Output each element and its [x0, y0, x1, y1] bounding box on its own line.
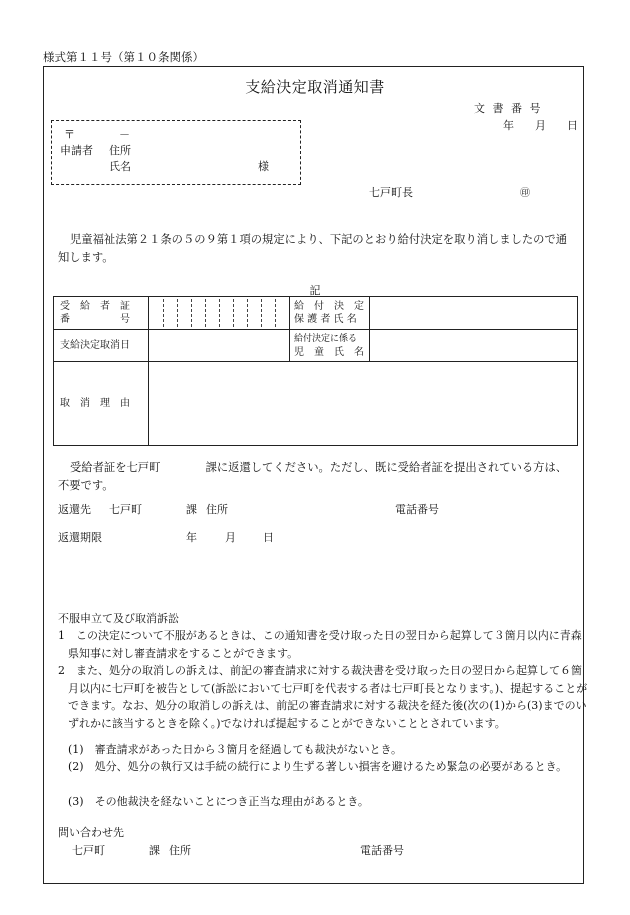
cert-number-label-line1: 受 給 者 証 — [60, 301, 130, 312]
ki-label: 記 — [309, 284, 321, 297]
return-to-section: 課 — [186, 503, 197, 516]
issue-date-day: 日 — [567, 119, 578, 132]
appeal-item-2: 2 また、処分の取消しの訴えは、前記の審査請求に対する裁決書を受け取った日の翌日から起算して６箇月以内に七戸町を被告として(訴訟において七戸町を代表する者は七戸町長となります。)、提起することができます。なお、処分の取消しの訴えは、前記の審査請求に対する裁決を経た後(次の(1)から(3)までのいずれかに該当するときを除く。)でなければ提起することができないこととされています。 — [58, 664, 588, 730]
contact-town: 七戸町 — [72, 844, 105, 857]
cancel-date-label: 支給決定取消日 — [54, 330, 149, 362]
document-number-label: 文書番号 — [474, 102, 548, 115]
return-notice: 受給者証を七戸町 課に返還してください。ただし、既に受給者証を提出されている方は、不要です。 — [58, 461, 568, 492]
deadline-year: 年 — [186, 531, 197, 544]
return-to-phone: 電話番号 — [395, 503, 439, 516]
contact-phone: 電話番号 — [360, 844, 404, 857]
applicant-label: 申請者 — [60, 144, 93, 157]
honorific: 様 — [258, 160, 269, 173]
reason-label: 取 消 理 由 — [54, 362, 149, 446]
return-to-address: 住所 — [206, 503, 228, 516]
seal-mark: ㊞ — [520, 188, 530, 199]
child-name-label-line1: 給付決定に係る — [294, 333, 358, 344]
document-title: 支給決定取消通知書 — [245, 78, 385, 96]
cert-number-label-line2: 番 号 — [60, 314, 130, 325]
reason-value — [149, 362, 578, 446]
form-number-label: 様式第１１号（第１０条関係） — [43, 50, 204, 64]
deadline-label: 返還期限 — [58, 531, 102, 544]
issuer-mayor: 七戸町長 — [369, 186, 413, 199]
deadline-month: 月 — [225, 531, 236, 544]
applicant-name-label: 氏名 — [109, 160, 131, 173]
return-to-label: 返還先 — [58, 503, 91, 516]
issue-date — [503, 117, 578, 133]
contact-address: 住所 — [169, 844, 191, 857]
recipient-address-box — [51, 120, 301, 185]
child-name-label-line2: 児 童 氏 名 — [294, 346, 364, 358]
postal-dash: － — [119, 128, 130, 141]
issue-date-month: 月 — [535, 119, 546, 132]
child-name-value — [370, 330, 578, 362]
guardian-name-label-line1: 給 付 決 定 — [294, 301, 364, 312]
decision-info-table — [53, 296, 578, 446]
cancel-date-value — [149, 330, 290, 362]
appeal-sub-2: (2) 処分、処分の執行又は手続の続行により生ずる著しい損害を避けるため緊急の必要があるとき。 — [68, 760, 568, 773]
return-to-town: 七戸町 — [109, 503, 142, 516]
appeal-sub-3: (3) その他裁決を経ないことにつき正当な理由があるとき。 — [68, 795, 369, 808]
intro-paragraph: 児童福祉法第２１条の５の９第１項の規定により、下記のとおり給付決定を取り消しましたので通知します。 — [58, 233, 568, 264]
applicant-address-label: 住所 — [109, 144, 131, 157]
cert-number-digits — [149, 297, 290, 330]
contact-heading: 問い合わせ先 — [58, 826, 124, 839]
guardian-name-label — [290, 297, 370, 330]
issue-date-year: 年 — [503, 119, 514, 132]
appeal-sub-1: (1) 審査請求があった日から３箇月を経過しても裁決がないとき。 — [68, 743, 403, 756]
cert-number-label — [54, 297, 149, 330]
contact-section: 課 — [149, 844, 160, 857]
child-name-label — [290, 330, 370, 362]
guardian-name-label-line2: 保 護 者 氏 名 — [294, 314, 357, 325]
appeal-heading: 不服申立て及び取消訴訟 — [58, 612, 179, 625]
postal-mark: 〒 — [64, 128, 75, 141]
guardian-name-value — [370, 297, 578, 330]
appeal-item-1: 1 この決定について不服があるときは、この通知書を受け取った日の翌日から起算して３箇月以内に青森県知事に対し審査請求をすることができます。 — [58, 629, 582, 660]
deadline-day: 日 — [263, 531, 274, 544]
